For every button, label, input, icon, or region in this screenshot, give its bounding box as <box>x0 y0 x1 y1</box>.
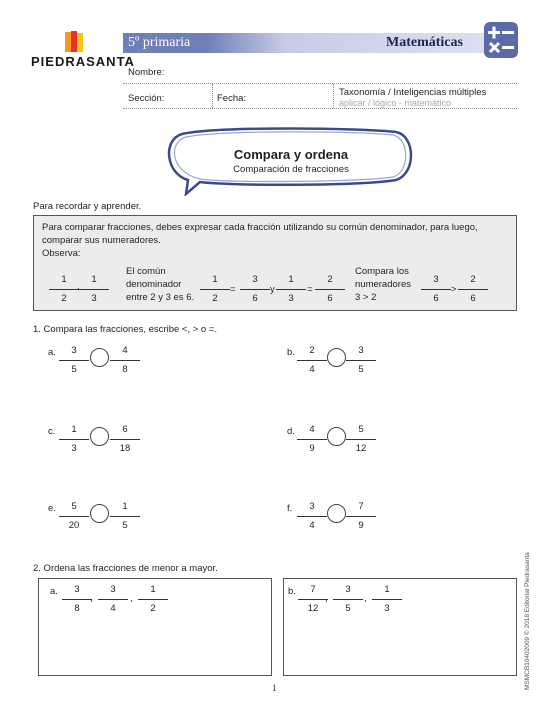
recall-text-1: Para comparar fracciones, debes expresar cada fracción utilizando su común denominador, para luego, <box>42 222 478 233</box>
item-label: e. <box>48 503 56 514</box>
comparison-answer-circle[interactable] <box>90 427 109 446</box>
fraction: 4 9 <box>297 424 327 456</box>
comma: , <box>364 593 367 604</box>
comma: , <box>325 593 328 604</box>
greater-than-sign: > <box>451 284 457 295</box>
compare-text-3: 3 > 2 <box>355 292 377 303</box>
fraction: 1 3 <box>79 274 109 306</box>
fraction: 2 4 <box>297 345 327 377</box>
compare-text-2: numeradores <box>355 279 411 290</box>
item-label: a. <box>48 347 56 358</box>
piedrasanta-logo-icon <box>62 30 86 54</box>
section-label: Sección: <box>128 93 165 104</box>
fraction: 1 2 <box>49 274 79 306</box>
item-label: b. <box>288 586 296 597</box>
copyright-sidebar: MSMCB10402009 © 2018 Editorial Piedrasanta <box>524 552 531 690</box>
fraction: 3 4 <box>297 501 327 533</box>
grade-label: 5º primaria <box>128 35 191 50</box>
date-label: Fecha: <box>217 93 247 104</box>
fraction: 1 3 <box>372 584 402 616</box>
fraction: 3 6 <box>240 274 270 306</box>
field-divider <box>333 84 334 108</box>
fraction: 7 12 <box>298 584 328 616</box>
header-bar-gradient <box>207 33 517 53</box>
item-label: c. <box>48 426 56 437</box>
subject-label: Matemáticas <box>386 35 463 50</box>
fraction: 3 5 <box>59 345 89 377</box>
fraction: 1 2 <box>200 274 230 306</box>
fraction: 3 6 <box>421 274 451 306</box>
comma: , <box>90 593 93 604</box>
worksheet-title: Compara y ordena <box>233 147 349 162</box>
field-divider <box>212 84 213 108</box>
fraction: 3 5 <box>333 584 363 616</box>
fraction: 1 2 <box>138 584 168 616</box>
section-line <box>123 108 517 109</box>
fraction: 3 8 <box>62 584 92 616</box>
name-label: Nombre: <box>128 67 165 78</box>
comparison-answer-circle[interactable] <box>327 504 346 523</box>
fraction: 5 20 <box>59 501 89 533</box>
fraction: 2 6 <box>458 274 488 306</box>
equals-sign: = <box>230 284 236 295</box>
item-label: d. <box>287 426 295 437</box>
item-label: f. <box>287 503 293 514</box>
brand-name: PIEDRASANTA <box>31 54 135 69</box>
recall-intro: Para recordar y aprender. <box>33 201 142 212</box>
and-word: y <box>270 284 275 295</box>
equals-sign: = <box>307 284 313 295</box>
common-text-1: El común <box>126 266 166 277</box>
comma: , <box>130 593 133 604</box>
fraction: 3 4 <box>98 584 128 616</box>
common-text-2: denominador <box>126 279 182 290</box>
math-operations-icon <box>484 22 518 58</box>
taxonomy-value: aplicar / lógico - matemático <box>339 98 452 108</box>
compare-text-1: Compara los <box>355 266 409 277</box>
comparison-answer-circle[interactable] <box>90 348 109 367</box>
item-label: a. <box>50 586 58 597</box>
recall-text-2: comparar sus numeradores. <box>42 235 161 246</box>
fraction: 3 5 <box>346 345 376 377</box>
fraction: 1 3 <box>59 424 89 456</box>
comparison-answer-circle[interactable] <box>327 427 346 446</box>
fraction: 4 8 <box>110 345 140 377</box>
question-2-prompt: 2. Ordena las fracciones de menor a mayor. <box>33 563 218 574</box>
comma: , <box>77 281 80 292</box>
question-1-prompt: 1. Compara las fracciones, escribe <, > o =. <box>33 324 218 335</box>
taxonomy-label: Taxonomía / Inteligencias múltiples <box>339 87 487 98</box>
item-label: b. <box>287 347 295 358</box>
comparison-answer-circle[interactable] <box>90 504 109 523</box>
name-line <box>123 83 517 84</box>
worksheet-subtitle: Comparación de fracciones <box>233 164 349 175</box>
fraction: 5 12 <box>346 424 376 456</box>
fraction: 2 6 <box>315 274 345 306</box>
fraction: 1 3 <box>276 274 306 306</box>
common-text-3: entre 2 y 3 es 6. <box>126 292 195 303</box>
fraction: 1 5 <box>110 501 140 533</box>
fraction: 6 18 <box>110 424 140 456</box>
recall-observe: Observa: <box>42 248 81 259</box>
page-number: 1 <box>272 683 277 693</box>
comparison-answer-circle[interactable] <box>327 348 346 367</box>
fraction: 7 9 <box>346 501 376 533</box>
